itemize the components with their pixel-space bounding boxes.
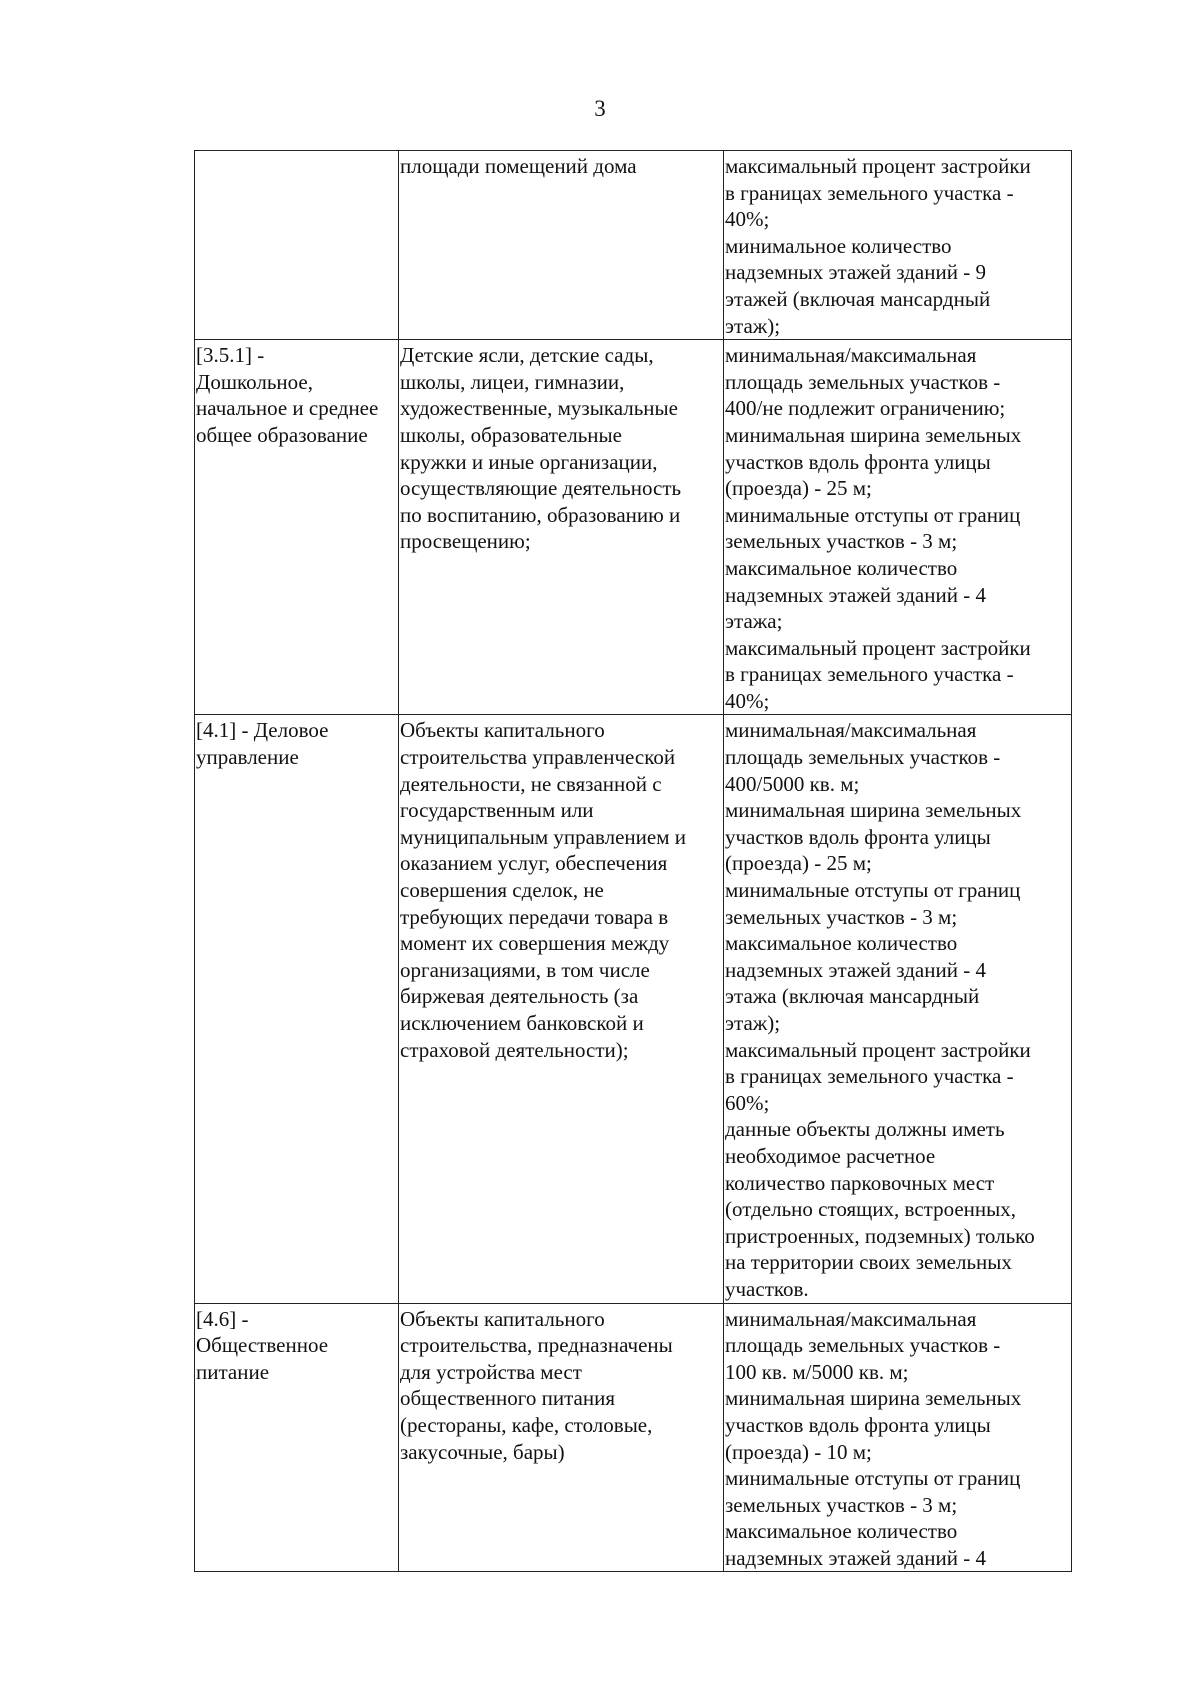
cell-text-line: в границах земельного участка -	[725, 1064, 1014, 1089]
building-parameters-cell	[724, 151, 1072, 340]
cell-text-line: минимальные отступы от границ	[725, 878, 1021, 903]
cell-text-line: надземных этажей зданий - 4	[725, 957, 986, 982]
cell-text-line: земельных участков - 3 м;	[725, 529, 958, 554]
cell-text-line: площади помещений дома	[400, 154, 637, 178]
cell-text-line: строительства, предназначены	[400, 1333, 673, 1358]
cell-text-line: Общественное	[196, 1333, 329, 1358]
cell-text-line: максимальный процент застройки	[725, 1037, 1031, 1062]
cell-text-line: надземных этажей зданий - 4	[725, 1545, 986, 1570]
cell-text-line: 100 кв. м/5000 кв. м;	[725, 1359, 909, 1384]
cell-text-line: исключением банковской и	[400, 1011, 644, 1035]
cell-text-line: (проезда) - 25 м;	[725, 851, 872, 876]
land-use-type-cell	[195, 340, 399, 715]
cell-text-line: необходимое расчетное	[725, 1143, 936, 1168]
table-row	[195, 1303, 1072, 1572]
building-parameters-cell	[724, 340, 1072, 715]
cell-text-line: максимальный процент застройки	[725, 154, 1031, 178]
cell-text-line: для устройства мест	[400, 1359, 582, 1384]
cell-text-line: Детские ясли, детские сады,	[400, 343, 654, 368]
cell-text-line: по воспитанию, образованию и	[400, 502, 681, 527]
cell-text-line: максимальное количество	[725, 1519, 958, 1544]
cell-text-line: (рестораны, кафе, столовые,	[400, 1412, 653, 1437]
cell-text-line: общее образование	[196, 422, 368, 447]
cell-text-line: закусочные, бары)	[400, 1439, 565, 1464]
table-row	[195, 151, 1072, 340]
cell-text-line: художественные, музыкальные	[400, 396, 678, 421]
cell-text-line: (отдельно стоящих, встроенных,	[725, 1197, 1017, 1222]
cell-text-line: требующих передачи товара в	[400, 904, 669, 929]
cell-text-line: кружки и иные организации,	[400, 449, 658, 474]
page-number: 3	[594, 96, 606, 121]
cell-text-line: [4.6] -	[196, 1306, 249, 1331]
cell-text-line: в границах земельного участка -	[725, 180, 1014, 205]
land-use-type-cell	[195, 1303, 399, 1572]
cell-text-line: Объекты капитального	[400, 718, 605, 743]
cell-text-line: минимальная ширина земельных	[725, 422, 1022, 447]
cell-text-line: площадь земельных участков -	[725, 369, 1001, 394]
cell-text-line: 40%;	[725, 207, 770, 232]
cell-text-line: управление	[196, 745, 299, 770]
cell-text-line: минимальные отступы от границ	[725, 1466, 1021, 1491]
cell-text-line: момент их совершения между	[400, 931, 670, 956]
land-use-description-cell	[399, 715, 724, 1303]
cell-text-line: (проезда) - 25 м;	[725, 476, 872, 501]
land-use-table	[194, 150, 1072, 1572]
cell-text-line: просвещению;	[400, 529, 531, 554]
land-use-type-cell	[195, 715, 399, 1303]
cell-text-line: школы, образовательные	[400, 422, 622, 447]
cell-text-line: [3.5.1] -	[196, 343, 265, 368]
cell-text-line: строительства управленческой	[400, 745, 676, 770]
cell-text-line: муниципальным управлением и	[400, 824, 687, 849]
table-row	[195, 715, 1072, 1303]
cell-text-line: минимальная/максимальная	[725, 718, 977, 743]
cell-text-line: страховой деятельности);	[400, 1037, 629, 1062]
cell-text-line: земельных участков - 3 м;	[725, 1492, 958, 1517]
cell-text-line: минимальная/максимальная	[725, 1306, 977, 1331]
cell-text-line: минимальная/максимальная	[725, 343, 977, 368]
land-use-description-cell	[399, 1303, 724, 1572]
cell-text-line: надземных этажей зданий - 4	[725, 582, 986, 607]
cell-text-line: начальное и среднее	[196, 396, 379, 421]
cell-text-line: минимальное количество	[725, 233, 952, 258]
cell-text-line: этажей (включая мансардный	[725, 286, 991, 311]
cell-text-line: земельных участков - 3 м;	[725, 904, 958, 929]
cell-text-line: в границах земельного участка -	[725, 662, 1014, 687]
cell-text-line: 400/не подлежит ограничению;	[725, 396, 1006, 421]
cell-text-line: этажа;	[725, 609, 783, 634]
cell-text-line: школы, лицеи, гимназии,	[400, 369, 625, 394]
table-row	[195, 340, 1072, 715]
cell-text-line: (проезда) - 10 м;	[725, 1439, 872, 1464]
table-body	[195, 151, 1072, 1572]
cell-text-line: общественного питания	[400, 1386, 615, 1411]
cell-text-line: пристроенных, подземных) только	[725, 1223, 1035, 1248]
cell-text-line: совершения сделок, не	[400, 878, 604, 903]
land-use-description-cell	[399, 151, 724, 340]
cell-text-line: деятельности, не связанной с	[400, 771, 662, 796]
cell-text-line: Объекты капитального	[400, 1306, 605, 1331]
cell-text-line: минимальные отступы от границ	[725, 502, 1021, 527]
cell-text-line: Дошкольное,	[196, 369, 313, 394]
building-parameters-cell	[724, 1303, 1072, 1572]
cell-text-line: 40%;	[725, 688, 770, 713]
cell-text-line: минимальная ширина земельных	[725, 1386, 1022, 1411]
cell-text-line: этажа (включая мансардный	[725, 984, 980, 1009]
cell-text-line: количество парковочных мест	[725, 1170, 995, 1195]
cell-text-line: питание	[196, 1359, 270, 1384]
cell-text-line: участков вдоль фронта улицы	[725, 1412, 991, 1437]
cell-text-line: участков вдоль фронта улицы	[725, 824, 991, 849]
cell-text-line: государственным или	[400, 798, 594, 823]
cell-text-line: максимальное количество	[725, 555, 958, 580]
cell-text-line: максимальный процент застройки	[725, 635, 1031, 660]
cell-text-line: [4.1] - Деловое	[196, 718, 329, 743]
cell-text-line: этаж);	[725, 1011, 781, 1035]
land-use-description-cell	[399, 340, 724, 715]
cell-text-line: на территории своих земельных	[725, 1250, 1012, 1275]
building-parameters-cell	[724, 715, 1072, 1303]
cell-text-line: участков.	[725, 1276, 809, 1301]
cell-text-line: площадь земельных участков -	[725, 1333, 1001, 1358]
cell-text-line: надземных этажей зданий - 9	[725, 260, 986, 285]
cell-text-line: 400/5000 кв. м;	[725, 771, 860, 796]
cell-text-line: минимальная ширина земельных	[725, 798, 1022, 823]
cell-text-line: данные объекты должны иметь	[725, 1117, 1005, 1142]
cell-text-line: этаж);	[725, 313, 781, 338]
cell-text-line: организациями, в том числе	[400, 957, 650, 982]
cell-text-line: участков вдоль фронта улицы	[725, 449, 991, 474]
cell-text-line: биржевая деятельность (за	[400, 984, 639, 1009]
land-use-type-cell	[195, 151, 399, 340]
cell-text-line: осуществляющие деятельность	[400, 476, 682, 501]
cell-text-line: максимальное количество	[725, 931, 958, 956]
cell-text-line: площадь земельных участков -	[725, 745, 1001, 770]
cell-text-line: 60%;	[725, 1090, 770, 1115]
cell-text-line: оказанием услуг, обеспечения	[400, 851, 668, 876]
